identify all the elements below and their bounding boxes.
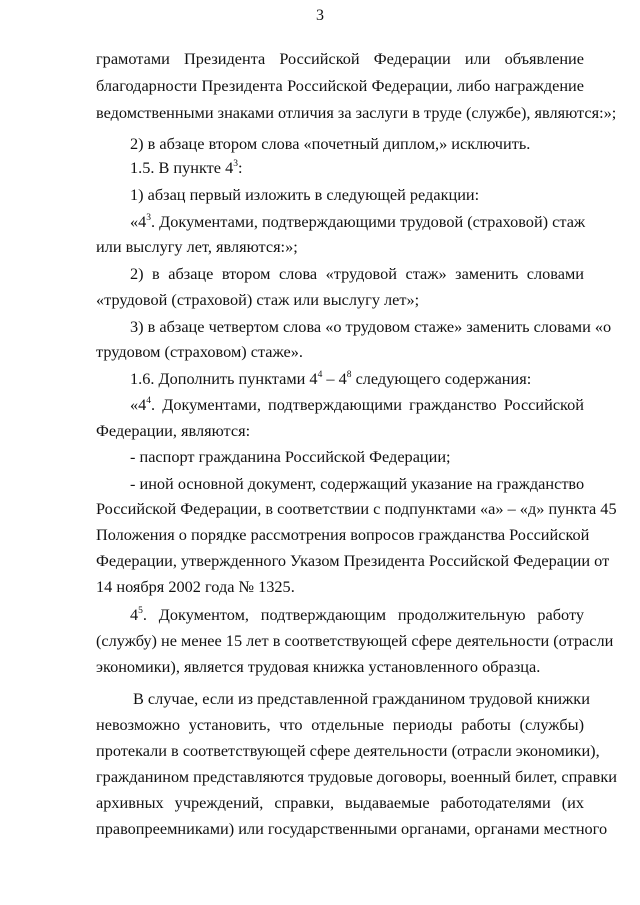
- text-line: (службу) не менее 15 лет в соответствующей сфере деятельности (отрасли: [96, 631, 614, 650]
- text-line: Российской Федерации, в соответствии с подпунктами «а» – «д» пункта 45: [96, 499, 617, 518]
- text-line: ведомственными знаками отличия за заслуги в труде (службе), являются:»;: [96, 103, 617, 122]
- superscript: 3: [146, 212, 152, 223]
- text-line: - иной основной документ, содержащий указание на гражданство: [130, 474, 585, 493]
- text-line: - паспорт гражданина Российской Федерации;: [130, 447, 451, 466]
- text-line: 14 ноября 2002 года № 1325.: [96, 577, 295, 596]
- text-line: 2) в абзаце втором слова «трудовой стаж» заменить словами: [130, 264, 584, 283]
- text-line: Федерации, утвержденного Указом Президента Российской Федерации от: [96, 551, 610, 570]
- text-line: протекали в соответствующей сфере деятельности (отрасли экономики),: [96, 741, 600, 760]
- text-line: 1.5. В пункте $4^3$:: [130, 158, 243, 177]
- page-number: 3: [316, 7, 324, 24]
- text-line: 3) в абзаце четвертом слова «о трудовом стаже» заменить словами «о: [130, 317, 612, 336]
- text-line: невозможно установить, что отдельные периоды работы (службы): [96, 715, 584, 734]
- text-line: Федерации, являются:: [96, 421, 251, 440]
- superscript: 4: [317, 369, 323, 380]
- text-line: Положения о порядке рассмотрения вопросов гражданства Российской: [96, 525, 590, 544]
- text-line: «$4^3$. Документами, подтверждающими трудовой (страховой) стаж: [130, 212, 586, 231]
- text-line: гражданином представляются трудовые договоры, военный билет, справки: [96, 767, 617, 786]
- text-line: $4^5$. Документом, подтверждающим продолжительную работу: [130, 605, 584, 624]
- text-line: или выслугу лет, являются:»;: [96, 237, 298, 256]
- text-line: трудовом (страховом) стаже».: [96, 342, 303, 361]
- text-line: благодарности Президента Российской Федерации, либо награждение: [96, 76, 584, 95]
- superscript: 3: [233, 158, 238, 169]
- text-line: 1) абзац первый изложить в следующей редакции:: [130, 185, 480, 204]
- text-line: 1.6. Дополнить пунктами $4^4 - 4^8$ следующего содержания:: [130, 369, 532, 388]
- text-line: «трудовой (страховой) стаж или выслугу лет»;: [96, 290, 420, 309]
- text-line: грамотами Президента Российской Федерации или объявление: [96, 49, 584, 68]
- text-line: экономики), является трудовая книжка установленного образца.: [96, 657, 541, 676]
- text-line: «$4^4$. Документами, подтверждающими гражданство Российской: [130, 395, 584, 414]
- text-line: правопреемниками) или государственными органами, органами местного: [96, 819, 608, 838]
- superscript: 8: [346, 369, 352, 380]
- text-line: архивных учреждений, справки, выдаваемые работодателями (их: [96, 793, 584, 812]
- text-line: 2) в абзаце втором слова «почетный диплом,» исключить.: [130, 134, 531, 153]
- text-line: В случае, если из представленной гражданином трудовой книжки: [133, 689, 590, 708]
- superscript: 4: [146, 395, 152, 406]
- superscript: 5: [138, 605, 143, 616]
